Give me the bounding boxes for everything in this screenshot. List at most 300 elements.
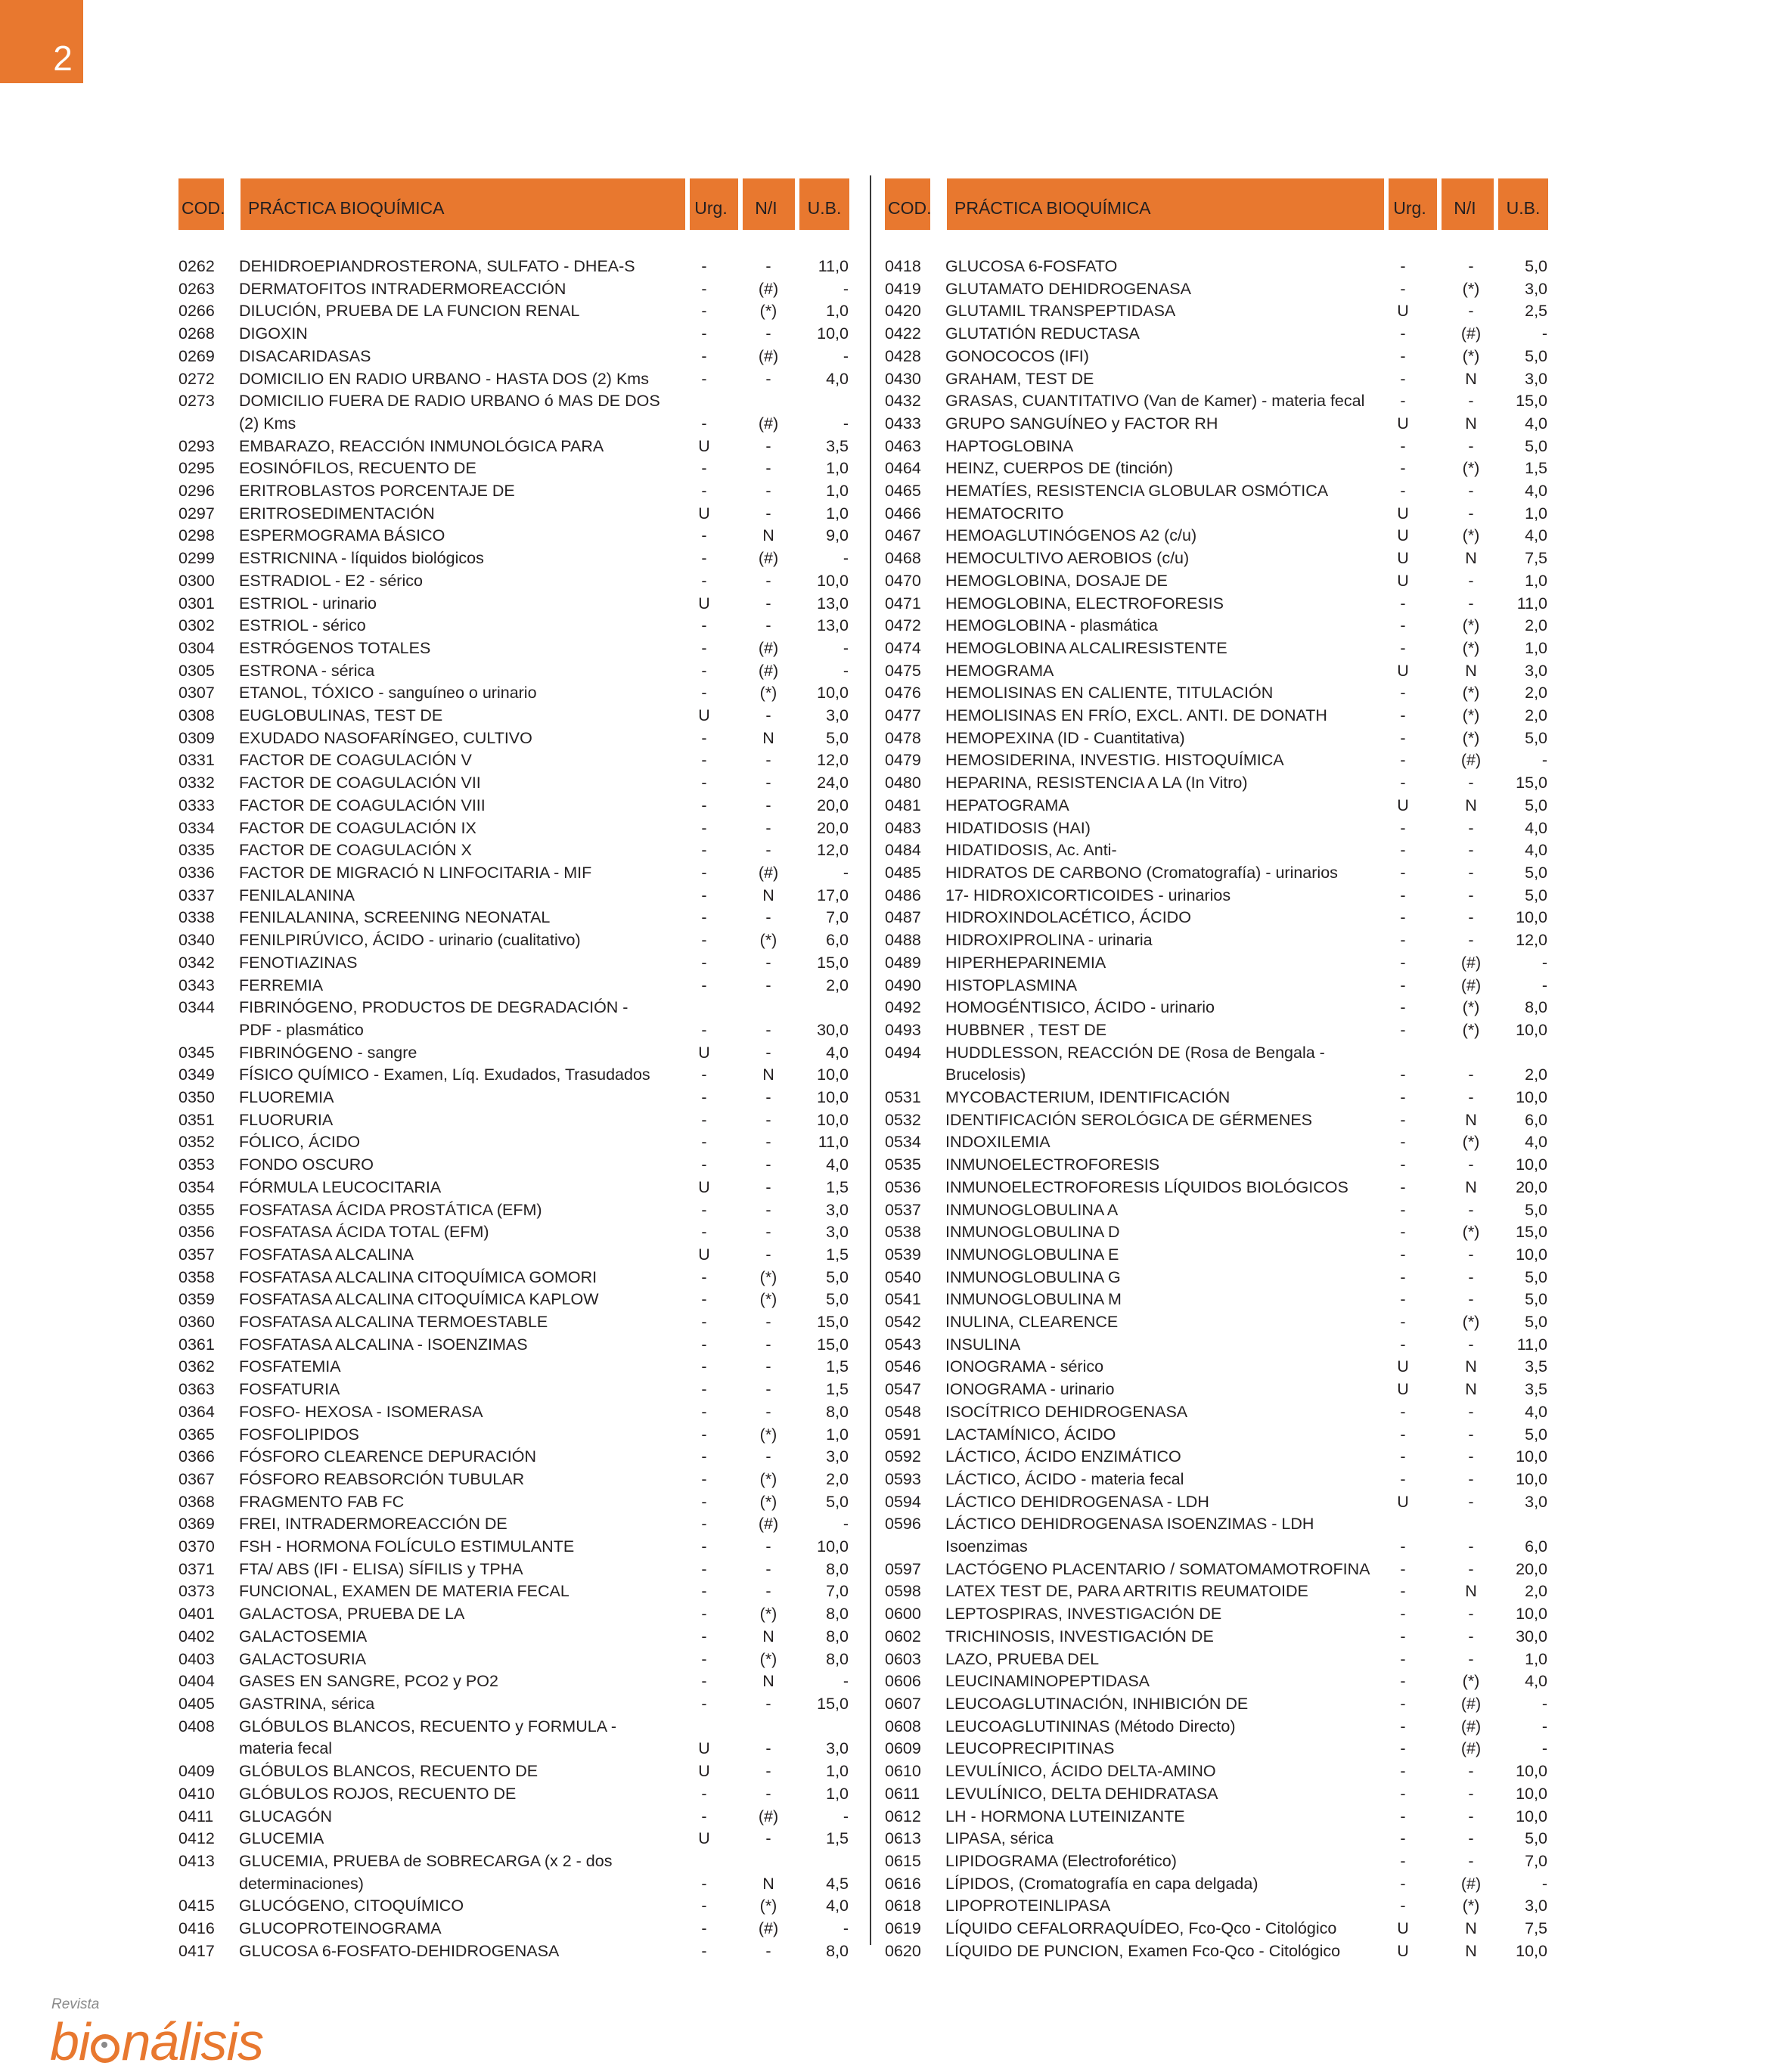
- ub-cell: 4,0: [826, 1043, 849, 1062]
- ub-cell: 15,0: [1516, 1223, 1547, 1242]
- table-row: [885, 1603, 1547, 1626]
- ni-cell: -: [1468, 931, 1474, 950]
- urg-cell: -: [1400, 257, 1406, 275]
- code-cell: 0486: [885, 886, 921, 904]
- table-body: [178, 256, 849, 1962]
- ub-cell: 10,0: [1516, 1447, 1547, 1466]
- table-row: [885, 975, 1547, 997]
- ni-cell: (*): [759, 1290, 777, 1309]
- urg-cell: -: [701, 459, 707, 478]
- ni-cell: -: [765, 908, 771, 927]
- table-row: [178, 1379, 849, 1401]
- table-row: [885, 1446, 1547, 1469]
- table-row: [885, 390, 1547, 413]
- ub-cell: 3,0: [1525, 369, 1547, 388]
- urg-cell: -: [1400, 863, 1406, 882]
- urg-cell: -: [1400, 1447, 1406, 1466]
- practice-name-cell: HEMOPEXINA (ID - Cuantitativa): [945, 728, 1185, 747]
- code-cell: 0363: [178, 1380, 215, 1399]
- ub-cell: 10,0: [1516, 908, 1547, 927]
- table-row: [178, 1828, 849, 1850]
- globe-icon: [91, 2034, 119, 2063]
- code-cell: 0543: [885, 1335, 921, 1354]
- table-row: [178, 1154, 849, 1177]
- urg-cell: -: [1400, 594, 1406, 613]
- practice-name-cell: FOSFATURIA: [239, 1380, 340, 1399]
- table-row: [178, 1940, 849, 1963]
- ni-cell: -: [765, 324, 771, 343]
- ub-cell: 1,0: [826, 482, 849, 501]
- ni-cell: -: [765, 1155, 771, 1174]
- code-cell: 0471: [885, 594, 921, 613]
- code-cell: 0297: [178, 504, 215, 523]
- ub-cell: -: [843, 414, 849, 433]
- code-cell: 0430: [885, 369, 921, 388]
- table-row: [885, 256, 1547, 278]
- table-row: [885, 1918, 1547, 1940]
- table-row: [178, 1783, 849, 1806]
- ni-cell: (*): [759, 931, 777, 950]
- header-ni: N/I: [738, 178, 790, 230]
- ni-cell: (*): [759, 1469, 777, 1488]
- urg-cell: -: [701, 346, 707, 365]
- code-cell: 0478: [885, 728, 921, 747]
- ub-cell: 15,0: [817, 1335, 849, 1354]
- urg-cell: -: [701, 976, 707, 994]
- code-cell: 0466: [885, 504, 921, 523]
- urg-cell: -: [1400, 1223, 1406, 1242]
- ni-cell: -: [765, 1020, 771, 1039]
- ub-cell: 5,0: [1525, 1200, 1547, 1219]
- urg-cell: -: [1400, 1065, 1406, 1084]
- urg-cell: -: [701, 1447, 707, 1466]
- table-row: [178, 593, 849, 616]
- urg-cell: -: [1400, 1313, 1406, 1332]
- ub-cell: -: [843, 279, 849, 298]
- urg-cell: U: [698, 706, 710, 725]
- urg-cell: -: [701, 1919, 707, 1938]
- ub-cell: 5,0: [1525, 1829, 1547, 1848]
- practice-name-cell: HIDATIDOSIS, Ac. Anti-: [945, 841, 1117, 860]
- practice-name-cell: DIGOXIN: [239, 324, 308, 343]
- code-cell: 0352: [178, 1133, 215, 1152]
- table-row: [178, 682, 849, 705]
- urg-cell: U: [698, 1177, 710, 1196]
- code-cell: 0345: [178, 1043, 215, 1062]
- ub-cell: 3,5: [826, 436, 849, 455]
- code-cell: 0301: [178, 594, 215, 613]
- code-cell: 0620: [885, 1941, 921, 1960]
- practice-name-cell: LÍQUIDO DE PUNCION, Examen Fco-Qco - Citológico: [945, 1941, 1341, 1960]
- practice-name-cell: EXUDADO NASOFARÍNGEO, CULTIVO: [239, 728, 532, 747]
- ni-cell: N: [1465, 1110, 1477, 1129]
- column-divider: [870, 175, 871, 1945]
- code-cell: 0342: [178, 953, 215, 972]
- urg-cell: -: [1400, 1874, 1406, 1893]
- ub-cell: -: [1541, 1695, 1547, 1713]
- urg-cell: -: [701, 1897, 707, 1915]
- ub-cell: 1,5: [826, 1177, 849, 1196]
- code-cell: 0417: [178, 1941, 215, 1960]
- table-row: [885, 436, 1547, 458]
- ni-cell: -: [765, 1043, 771, 1062]
- table-row: [178, 300, 849, 323]
- ni-cell: -: [1468, 1762, 1474, 1781]
- ub-cell: 10,0: [817, 324, 849, 343]
- practice-name-cell: ESTRÓGENOS TOTALES: [239, 638, 431, 657]
- urg-cell: -: [701, 1110, 707, 1129]
- ub-cell: 2,0: [1525, 684, 1547, 703]
- left-table: [178, 178, 849, 1962]
- urg-cell: -: [1400, 1605, 1406, 1624]
- ni-cell: -: [765, 1559, 771, 1578]
- urg-cell: U: [1397, 414, 1409, 433]
- code-cell: 0353: [178, 1155, 215, 1174]
- urg-cell: -: [701, 1133, 707, 1152]
- code-cell: 0404: [178, 1672, 215, 1691]
- ub-cell: 7,5: [1525, 1919, 1547, 1938]
- table-row: [885, 1177, 1547, 1199]
- urg-cell: -: [1400, 1245, 1406, 1264]
- ub-cell: 4,0: [1525, 1133, 1547, 1152]
- ub-cell: 2,0: [826, 976, 849, 994]
- practice-name-cell: FENOTIAZINAS: [239, 953, 358, 972]
- ub-cell: 11,0: [818, 1133, 849, 1152]
- table-row: [178, 1199, 849, 1222]
- practice-name-cell: GLUCOSA 6-FOSFATO-DEHIDROGENASA: [239, 1941, 560, 1960]
- urg-cell: -: [701, 818, 707, 837]
- code-cell: 0611: [885, 1784, 920, 1803]
- table-row: [178, 1626, 849, 1649]
- table-row: [178, 547, 849, 570]
- urg-cell: -: [701, 1492, 707, 1511]
- code-cell: 0492: [885, 998, 921, 1017]
- ni-cell: -: [765, 1784, 771, 1803]
- urg-cell: -: [1400, 1088, 1406, 1107]
- ub-cell: 3,0: [826, 706, 849, 725]
- ub-cell: 20,0: [817, 796, 849, 814]
- ub-cell: 5,0: [1525, 1425, 1547, 1444]
- practice-name-cell: LAZO, PRUEBA DEL: [945, 1649, 1100, 1668]
- ni-cell: -: [765, 1335, 771, 1354]
- urg-cell: -: [701, 324, 707, 343]
- ni-cell: -: [1468, 482, 1474, 501]
- table-row: [885, 413, 1547, 436]
- urg-cell: -: [701, 841, 707, 860]
- code-cell: 0373: [178, 1582, 215, 1601]
- logo-revista: Revista: [51, 1996, 100, 2012]
- practice-name-cell: GLUTATIÓN REDUCTASA: [945, 324, 1140, 343]
- ni-cell: (*): [759, 1425, 777, 1444]
- ub-cell: 4,0: [1525, 841, 1547, 860]
- ni-cell: -: [765, 257, 771, 275]
- ub-cell: 4,0: [1525, 1672, 1547, 1691]
- table-row: [178, 1064, 849, 1087]
- code-cell: 0428: [885, 346, 921, 365]
- urg-cell: -: [701, 571, 707, 590]
- urg-cell: -: [1400, 1739, 1406, 1758]
- code-cell: 0360: [178, 1313, 215, 1332]
- practice-name-cell: FENILPIRÚVICO, ÁCIDO - urinario (cualitativo): [239, 931, 581, 950]
- practice-name-cell: HEMOAGLUTINÓGENOS A2 (c/u): [945, 526, 1197, 545]
- urg-cell: -: [1400, 886, 1406, 904]
- urg-cell: -: [701, 526, 707, 545]
- ub-cell: 5,0: [826, 1492, 849, 1511]
- code-cell: 0340: [178, 931, 215, 950]
- practice-name-cell: GLUTAMATO DEHIDROGENASA: [945, 279, 1191, 298]
- practice-name-cell: GLÓBULOS ROJOS, RECUENTO DE: [239, 1784, 517, 1803]
- ni-cell: N: [1465, 796, 1477, 814]
- ni-cell: (*): [759, 302, 777, 321]
- practice-name-cell: ESTRIOL - sérico: [239, 616, 366, 635]
- table-row: [178, 1289, 849, 1311]
- urg-cell: -: [1400, 638, 1406, 657]
- urg-cell: -: [701, 1290, 707, 1309]
- ub-cell: 20,0: [817, 818, 849, 837]
- practice-name-cell: HIDROXINDOLACÉTICO, ÁCIDO: [945, 908, 1191, 927]
- urg-cell: -: [701, 1941, 707, 1960]
- table-row: [178, 1580, 849, 1603]
- ni-cell: N: [762, 1065, 774, 1084]
- ub-cell: 5,0: [826, 1290, 849, 1309]
- ni-cell: -: [765, 1133, 771, 1152]
- ni-cell: (*): [1462, 459, 1480, 478]
- ni-cell: -: [765, 1447, 771, 1466]
- header-urg: Urg.: [1384, 178, 1431, 230]
- code-cell: 0343: [178, 976, 215, 994]
- urg-cell: U: [1397, 796, 1409, 814]
- urg-cell: -: [701, 796, 707, 814]
- code-cell: 0331: [178, 751, 215, 770]
- practice-name-cell: GLÓBULOS BLANCOS, RECUENTO y FORMULA - materia fecal: [239, 1717, 616, 1758]
- urg-cell: -: [701, 953, 707, 972]
- table-row: [885, 1199, 1547, 1222]
- ni-cell: -: [765, 504, 771, 523]
- code-cell: 0344: [178, 998, 215, 1017]
- practice-name-cell: FÓSFORO CLEARENCE DEPURACIÓN: [239, 1447, 537, 1466]
- code-cell: 0475: [885, 661, 921, 680]
- urg-cell: -: [1400, 1784, 1406, 1803]
- code-cell: 0369: [178, 1515, 215, 1534]
- ni-cell: -: [765, 616, 771, 635]
- ni-cell: -: [765, 594, 771, 613]
- ni-cell: -: [765, 953, 771, 972]
- urg-cell: -: [1400, 1582, 1406, 1601]
- urg-cell: -: [1400, 706, 1406, 725]
- code-cell: 0371: [178, 1559, 215, 1578]
- table-row: [885, 1895, 1547, 1918]
- ni-cell: (*): [1462, 1223, 1480, 1242]
- code-cell: 0463: [885, 436, 921, 455]
- code-cell: 0357: [178, 1245, 215, 1264]
- code-cell: 0273: [178, 392, 215, 411]
- ub-cell: 7,0: [826, 1582, 849, 1601]
- ni-cell: -: [1468, 1537, 1474, 1556]
- table-row: [178, 1221, 849, 1244]
- table-row: [178, 458, 849, 480]
- code-cell: 0263: [178, 279, 215, 298]
- table-row: [178, 1424, 849, 1447]
- practice-name-cell: GALACTOSEMIA: [239, 1627, 368, 1646]
- ub-cell: 4,5: [826, 1874, 849, 1893]
- ub-cell: 5,0: [826, 728, 849, 747]
- urg-cell: U: [1397, 661, 1409, 680]
- practice-name-cell: GLUCOSA 6-FOSFATO: [945, 257, 1118, 275]
- practice-name-cell: ESPERMOGRAMA BÁSICO: [239, 526, 445, 545]
- ni-cell: -: [765, 459, 771, 478]
- logo-bioanalisis: [50, 2012, 263, 2072]
- ub-cell: 12,0: [817, 751, 849, 770]
- table-row: [885, 772, 1547, 795]
- header-practica: PRÁCTICA BIOQUÍMICA: [947, 178, 1548, 230]
- code-cell: 0272: [178, 369, 215, 388]
- practice-name-cell: LÁCTICO DEHIDROGENASA - LDH: [945, 1492, 1209, 1511]
- urg-cell: -: [1400, 369, 1406, 388]
- ni-cell: N: [1465, 1919, 1477, 1938]
- ub-cell: 8,0: [1525, 998, 1547, 1017]
- ub-cell: 1,5: [826, 1380, 849, 1399]
- urg-cell: -: [1400, 1829, 1406, 1848]
- code-cell: 0416: [178, 1919, 215, 1938]
- ub-cell: 3,0: [826, 1223, 849, 1242]
- practice-name-cell: INMUNOELECTROFORESIS: [945, 1155, 1160, 1174]
- table-row: [885, 1850, 1547, 1873]
- code-cell: 0493: [885, 1020, 921, 1039]
- code-cell: 0368: [178, 1492, 215, 1511]
- practice-name-cell: FUNCIONAL, EXAMEN DE MATERIA FECAL: [239, 1582, 569, 1601]
- practice-name-cell: LACTAMÍNICO, ÁCIDO: [945, 1425, 1116, 1444]
- urg-cell: -: [701, 908, 707, 927]
- ni-cell: -: [765, 1223, 771, 1242]
- practice-name-cell: GONOCOCOS (IFI): [945, 346, 1089, 365]
- table-row: [885, 1760, 1547, 1783]
- code-cell: 0547: [885, 1380, 921, 1399]
- table-row: [885, 1424, 1547, 1447]
- practice-name-cell: ERITROSEDIMENTACIÓN: [239, 504, 435, 523]
- table-row: [885, 929, 1547, 952]
- urg-cell: U: [1397, 302, 1409, 321]
- ub-cell: 11,0: [1516, 1335, 1547, 1354]
- practice-name-cell: FREI, INTRADERMOREACCIÓN DE: [239, 1515, 507, 1534]
- table-row: [178, 480, 849, 503]
- ni-cell: -: [765, 751, 771, 770]
- urg-cell: -: [1400, 279, 1406, 298]
- practice-name-cell: INMUNOELECTROFORESIS LÍQUIDOS BIOLÓGICOS: [945, 1177, 1348, 1196]
- urg-cell: U: [1397, 1380, 1409, 1399]
- urg-cell: -: [1400, 1402, 1406, 1421]
- code-cell: 0603: [885, 1649, 921, 1668]
- code-cell: 0534: [885, 1133, 921, 1152]
- table-row: [178, 1131, 849, 1154]
- ni-cell: (#): [758, 863, 779, 882]
- ub-cell: 10,0: [817, 684, 849, 703]
- ni-cell: -: [1468, 1065, 1474, 1084]
- right-table: [885, 178, 1547, 1962]
- ni-cell: N: [762, 728, 774, 747]
- table-row: [178, 1491, 849, 1514]
- practice-name-cell: FOSFATASA ALCALINA CITOQUÍMICA GOMORI: [239, 1267, 597, 1286]
- ni-cell: -: [1468, 504, 1474, 523]
- ub-cell: -: [1541, 1717, 1547, 1735]
- urg-cell: -: [1400, 976, 1406, 994]
- ni-cell: -: [765, 1695, 771, 1713]
- practice-name-cell: DEHIDROEPIANDROSTERONA, SULFATO - DHEA-S: [239, 257, 635, 275]
- ub-cell: 5,0: [1525, 863, 1547, 882]
- practice-name-cell: FRAGMENTO FAB FC: [239, 1492, 405, 1511]
- table-row: [178, 1446, 849, 1469]
- table-row: [178, 885, 849, 907]
- ub-cell: 1,0: [1525, 1649, 1547, 1668]
- table-row: [178, 1895, 849, 1918]
- ub-cell: 10,0: [817, 1110, 849, 1129]
- code-cell: 0356: [178, 1223, 215, 1242]
- code-cell: 0362: [178, 1357, 215, 1376]
- table-row: [178, 1850, 849, 1895]
- ub-cell: 4,0: [826, 1897, 849, 1915]
- urg-cell: -: [1400, 998, 1406, 1017]
- table-row: [885, 1649, 1547, 1671]
- code-cell: 0592: [885, 1447, 921, 1466]
- ni-cell: -: [765, 706, 771, 725]
- ub-cell: 10,0: [1516, 1941, 1547, 1960]
- ub-cell: 10,0: [1516, 1245, 1547, 1264]
- table-row: [178, 997, 849, 1041]
- urg-cell: U: [698, 1739, 710, 1758]
- ni-cell: (#): [758, 661, 779, 680]
- ni-cell: -: [1468, 1335, 1474, 1354]
- ub-cell: 5,0: [1525, 886, 1547, 904]
- ni-cell: N: [762, 886, 774, 904]
- urg-cell: -: [701, 1605, 707, 1624]
- urg-cell: -: [1400, 1469, 1406, 1488]
- ni-cell: (#): [758, 346, 779, 365]
- code-cell: 0432: [885, 392, 921, 411]
- table-row: [885, 1738, 1547, 1760]
- urg-cell: -: [701, 549, 707, 568]
- urg-cell: -: [1400, 1290, 1406, 1309]
- urg-cell: -: [1400, 908, 1406, 927]
- code-cell: 0300: [178, 571, 215, 590]
- ub-cell: 6,0: [1525, 1110, 1547, 1129]
- ni-cell: (#): [1460, 1739, 1482, 1758]
- practice-name-cell: 17- HIDROXICORTICOIDES - urinarios: [945, 886, 1231, 904]
- code-cell: 0613: [885, 1829, 921, 1848]
- table-row: [885, 593, 1547, 616]
- practice-name-cell: LIPIDOGRAMA (Electroforético): [945, 1851, 1177, 1870]
- practice-name-cell: FOSFATASA ÁCIDA TOTAL (EFM): [239, 1223, 489, 1242]
- urg-cell: -: [701, 1807, 707, 1825]
- urg-cell: -: [701, 302, 707, 321]
- urg-cell: -: [701, 728, 707, 747]
- ub-cell: -: [1541, 324, 1547, 343]
- ub-cell: 1,0: [826, 1425, 849, 1444]
- ni-cell: (*): [759, 684, 777, 703]
- ub-cell: 1,0: [1525, 638, 1547, 657]
- table-row: [885, 1042, 1547, 1087]
- table-row: [885, 1311, 1547, 1334]
- practice-name-cell: INMUNOGLOBULINA G: [945, 1267, 1121, 1286]
- table-row: [885, 1379, 1547, 1401]
- table-row: [885, 1131, 1547, 1154]
- code-cell: 0405: [178, 1695, 215, 1713]
- practice-name-cell: LEUCOPRECIPITINAS: [945, 1739, 1115, 1758]
- ni-cell: N: [1465, 1380, 1477, 1399]
- code-cell: 0410: [178, 1784, 215, 1803]
- urg-cell: -: [1400, 751, 1406, 770]
- ni-cell: -: [1468, 818, 1474, 837]
- urg-cell: -: [1400, 482, 1406, 501]
- ub-cell: -: [843, 661, 849, 680]
